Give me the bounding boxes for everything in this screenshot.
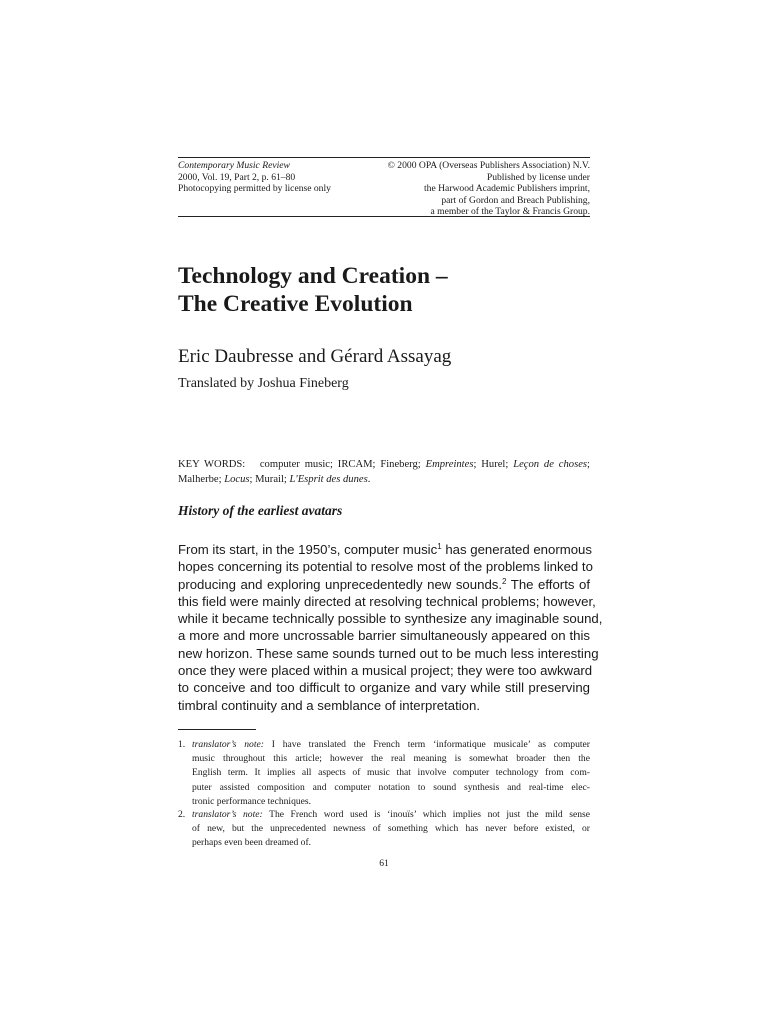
title-line: The Creative Evolution bbox=[178, 291, 413, 317]
masthead-top-rule bbox=[178, 157, 590, 158]
copyright-notice bbox=[360, 160, 590, 218]
keyword-work: Locus bbox=[224, 474, 250, 485]
body-line: hopes concerning its potential to resolve most of the problems linked to bbox=[178, 559, 593, 575]
masthead-left bbox=[178, 160, 378, 195]
footnote-line-text: The French word used is ‘inouïs’ which implies not just the mild sense bbox=[262, 809, 590, 820]
footnote-line: English term. It implies all aspects of music that involve computer technology from com- bbox=[192, 767, 590, 779]
body-text: producing and exploring unprecedentedly new sounds. bbox=[178, 576, 503, 592]
body-text: has generated enormous bbox=[441, 542, 592, 557]
footnote-line: of new, but the unprecedented newness of something which has never before existed, or bbox=[192, 823, 590, 835]
copyright-line: the Harwood Academic Publishers imprint, bbox=[424, 183, 590, 194]
body-line: once they were placed within a musical project; they were too awkward bbox=[178, 663, 593, 679]
article-authors: Eric Daubresse and Gérard Assayag bbox=[178, 346, 452, 367]
footnote-ref-2: 2 bbox=[502, 576, 507, 586]
photocopy-notice: Photocopying permitted by license only bbox=[178, 183, 331, 194]
footnote-label: translator’s note: bbox=[192, 809, 263, 820]
masthead-bottom-rule bbox=[178, 216, 590, 217]
keywords-label: KEY WORDS: bbox=[178, 459, 246, 470]
keywords bbox=[178, 457, 590, 487]
copyright-line: © 2000 OPA (Overseas Publishers Association) N.V. bbox=[387, 160, 590, 171]
footnote-line-text: I have translated the French term ‘informatique musicale’ as computer bbox=[263, 739, 591, 750]
page-number: 61 bbox=[379, 858, 389, 869]
body-line: while it became technically possible to synthesize any imaginable sound, bbox=[178, 611, 603, 627]
body-line: a more and more uncrossable barrier simultaneously appeared on this bbox=[178, 628, 590, 644]
footnote-text bbox=[192, 738, 590, 809]
body-line: new horizon. These same sounds turned out to be much less interesting bbox=[178, 645, 599, 661]
footnote-label: translator’s note: bbox=[192, 739, 264, 750]
keyword-work: Leçon de choses bbox=[513, 459, 588, 470]
keywords-text: . bbox=[367, 474, 371, 485]
footnote-line bbox=[192, 808, 590, 822]
footnote-text bbox=[192, 808, 590, 851]
article-title bbox=[178, 262, 598, 318]
body-line: this field were mainly directed at resolving technical problems; however, bbox=[178, 593, 596, 609]
keywords-text: ; Hurel; bbox=[473, 459, 514, 470]
keywords-text: computer music; IRCAM; Fineberg; bbox=[259, 459, 426, 470]
keyword-work: Empreintes bbox=[425, 459, 474, 470]
body-line bbox=[178, 576, 590, 593]
journal-volume: 2000, Vol. 19, Part 2, p. 61–80 bbox=[178, 171, 296, 183]
footnote-line: tronic performance techniques. bbox=[192, 795, 312, 807]
copyright-line: part of Gordon and Breach Publishing, bbox=[441, 194, 590, 206]
keywords-text: ; Murail; bbox=[249, 474, 290, 485]
footnote-number: 1. bbox=[178, 739, 186, 750]
footnote-line: music throughout this article; however the real meaning is somewhat broader then the bbox=[192, 753, 590, 765]
footnote-ref-1: 1 bbox=[437, 542, 442, 551]
footnote-line: puter assisted composition and computer notation to sound synthesis and real-time elec- bbox=[192, 781, 590, 793]
article-translator: Translated by Joshua Fineberg bbox=[178, 376, 349, 391]
copyright-line: a member of the Taylor & Francis Group. bbox=[430, 206, 590, 217]
body-line: to conceive and too difficult to organize and vary while still preserving bbox=[178, 680, 590, 696]
footnote-rule bbox=[178, 729, 256, 730]
journal-name: Contemporary Music Review bbox=[178, 160, 290, 171]
body-text: The efforts of bbox=[506, 576, 590, 592]
title-line: Technology and Creation – bbox=[178, 263, 448, 289]
body-text: From its start, in the 1950’s, computer music bbox=[178, 542, 438, 557]
keyword-work: L'Esprit des dunes bbox=[289, 474, 368, 485]
body-paragraph bbox=[178, 541, 603, 714]
section-heading: History of the earliest avatars bbox=[178, 503, 343, 518]
body-line bbox=[178, 541, 590, 558]
keywords-text: ; Malherbe; bbox=[178, 459, 590, 485]
copyright-line: Published by license under bbox=[486, 171, 590, 183]
body-line: timbral continuity and a semblance of interpretation. bbox=[178, 697, 481, 713]
footnote-line bbox=[192, 738, 590, 752]
footnote-line: perhaps even been dreamed of. bbox=[192, 837, 312, 849]
footnote-number: 2. bbox=[178, 809, 186, 820]
